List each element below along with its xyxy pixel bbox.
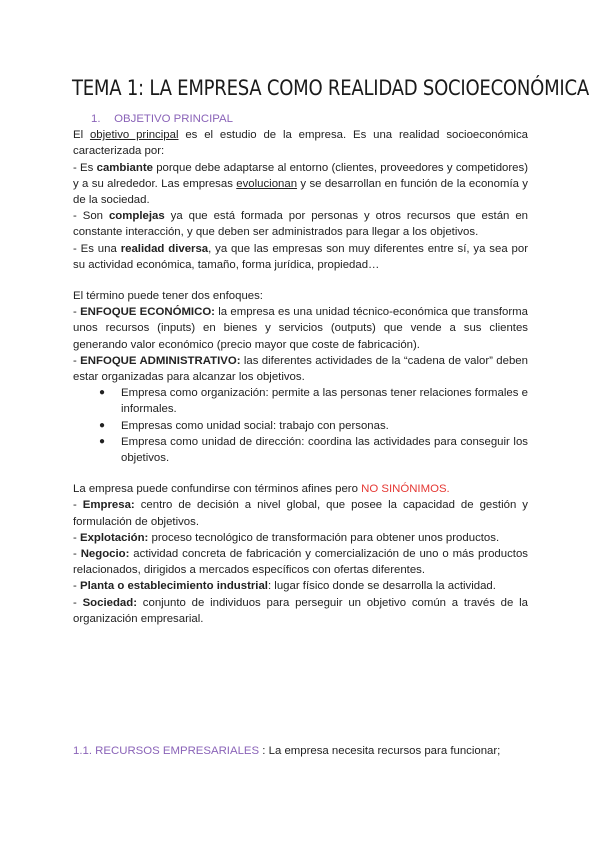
intro-paragraph <box>73 127 528 159</box>
text-run: - Es <box>73 161 97 174</box>
section-number: 1. <box>91 113 101 125</box>
bold-term: Negocio: <box>80 548 130 561</box>
bold-term: Planta o establecimiento industrial <box>79 580 268 593</box>
text-run: conjunto de individuos para perseguir un objetivo común a través de la organización empresarial. <box>73 596 528 625</box>
text-run: ya que está formada por personas y otros recursos que están en constante interacción, y que deben ser administrados para llegar a los objetivos. <box>73 210 528 239</box>
text-run: - <box>73 499 83 512</box>
text-run: las diferentes actividades de la “cadena de valor” deben estar organizadas para alcanzar los objetivos. <box>73 354 528 384</box>
underlined-text: evolucionan <box>236 177 298 190</box>
term-item <box>73 546 528 578</box>
text-run: porque debe adaptarse al entorno (clientes, proveedores y competidores) y a su alrededor. Las empresas <box>73 161 529 190</box>
terminos-intro <box>73 481 528 497</box>
spacer <box>73 273 528 288</box>
paragraph-diversa <box>73 241 528 273</box>
term-item <box>73 497 528 529</box>
text-run: centro de decisión a nivel global, que posee la capacidad de gestión y formulación de objetivos. <box>73 499 528 528</box>
text-run: es el estudio de la empresa. Es una realidad socioeconómica caracterizada por: <box>73 129 528 158</box>
text-run: - <box>73 531 80 544</box>
spacer <box>73 466 528 481</box>
list-item: ● Empresas como unidad social: trabajo con personas. <box>107 418 528 434</box>
text-run: y se desarrollan en función de la economía y de la sociedad. <box>73 177 528 207</box>
text-run: El <box>73 129 90 142</box>
text-run: la empresa es una unidad técnico-económica que transforma unos recursos (inputs) en bienes y servicios (outputs) que vende a sus clientes generando valor económico (precio mayor que coste de fabricación). <box>73 306 528 351</box>
page-title: TEMA 1: LA EMPRESA COMO REALIDAD SOCIOECONÓMICA <box>72 76 589 100</box>
text-run: - Es una <box>73 242 121 255</box>
text-run: - Son <box>73 210 109 223</box>
text-run: actividad concreta de fabricación y comercialización de uno o más productos relacionados, dirigidos a mercados específicos con ofertas diferentes. <box>73 548 528 577</box>
term-item <box>73 578 528 594</box>
bold-term: ENFOQUE ADMINISTRATIVO: <box>80 354 241 367</box>
text-run: , ya que las empresas son muy diferentes entre sí, ya sea por su actividad económica, tamaño, forma jurídica, propiedad… <box>73 242 528 271</box>
bold-term: realidad diversa <box>120 242 209 255</box>
term-item <box>73 595 528 627</box>
section-heading <box>73 111 528 127</box>
text-run: - <box>73 548 81 561</box>
underlined-text: objetivo principal <box>89 129 179 142</box>
list-item: ● Empresa como unidad de dirección: coordina las actividades para conseguir los objetivos. <box>107 434 528 466</box>
bold-term: Explotación: <box>79 531 149 544</box>
bold-term: cambiante <box>96 161 153 174</box>
document-body <box>73 111 528 627</box>
text-run: : La empresa necesita recursos para funcionar; <box>259 745 501 758</box>
paragraph-complejas <box>73 208 528 240</box>
text-run: - <box>73 354 81 367</box>
list-item: ● Empresa como organización: permite a las personas tener relaciones formales e informales. <box>107 385 528 417</box>
highlight-text: NO SINÓNIMOS. <box>361 483 450 496</box>
text-run: - <box>73 596 83 609</box>
subsection-line <box>73 743 533 759</box>
subsection-heading: 1.1. RECURSOS EMPRESARIALES <box>73 745 260 758</box>
bold-term: Empresa: <box>82 499 135 512</box>
text-run: : lugar físico donde se desarrolla la actividad. <box>267 580 496 593</box>
text-run: - <box>73 306 81 319</box>
text-run: - <box>73 580 80 593</box>
paragraph-cambiante <box>73 160 528 209</box>
paragraph-enfoque-administrativo <box>73 353 528 385</box>
bold-term: Sociedad: <box>82 596 138 609</box>
enfoques-intro: El término puede tener dos enfoques: <box>73 290 263 303</box>
bullet-list <box>73 385 528 466</box>
text-run: proceso tecnológico de transformación para obtener unos productos. <box>148 531 500 544</box>
bold-term: ENFOQUE ECONÓMICO: <box>80 306 215 319</box>
text-run: La empresa puede confundirse con términos afines pero <box>73 483 362 496</box>
bold-term: complejas <box>108 210 165 223</box>
section-title: OBJETIVO PRINCIPAL <box>114 113 233 125</box>
term-item <box>73 530 528 546</box>
paragraph-enfoque-economico <box>73 304 528 353</box>
